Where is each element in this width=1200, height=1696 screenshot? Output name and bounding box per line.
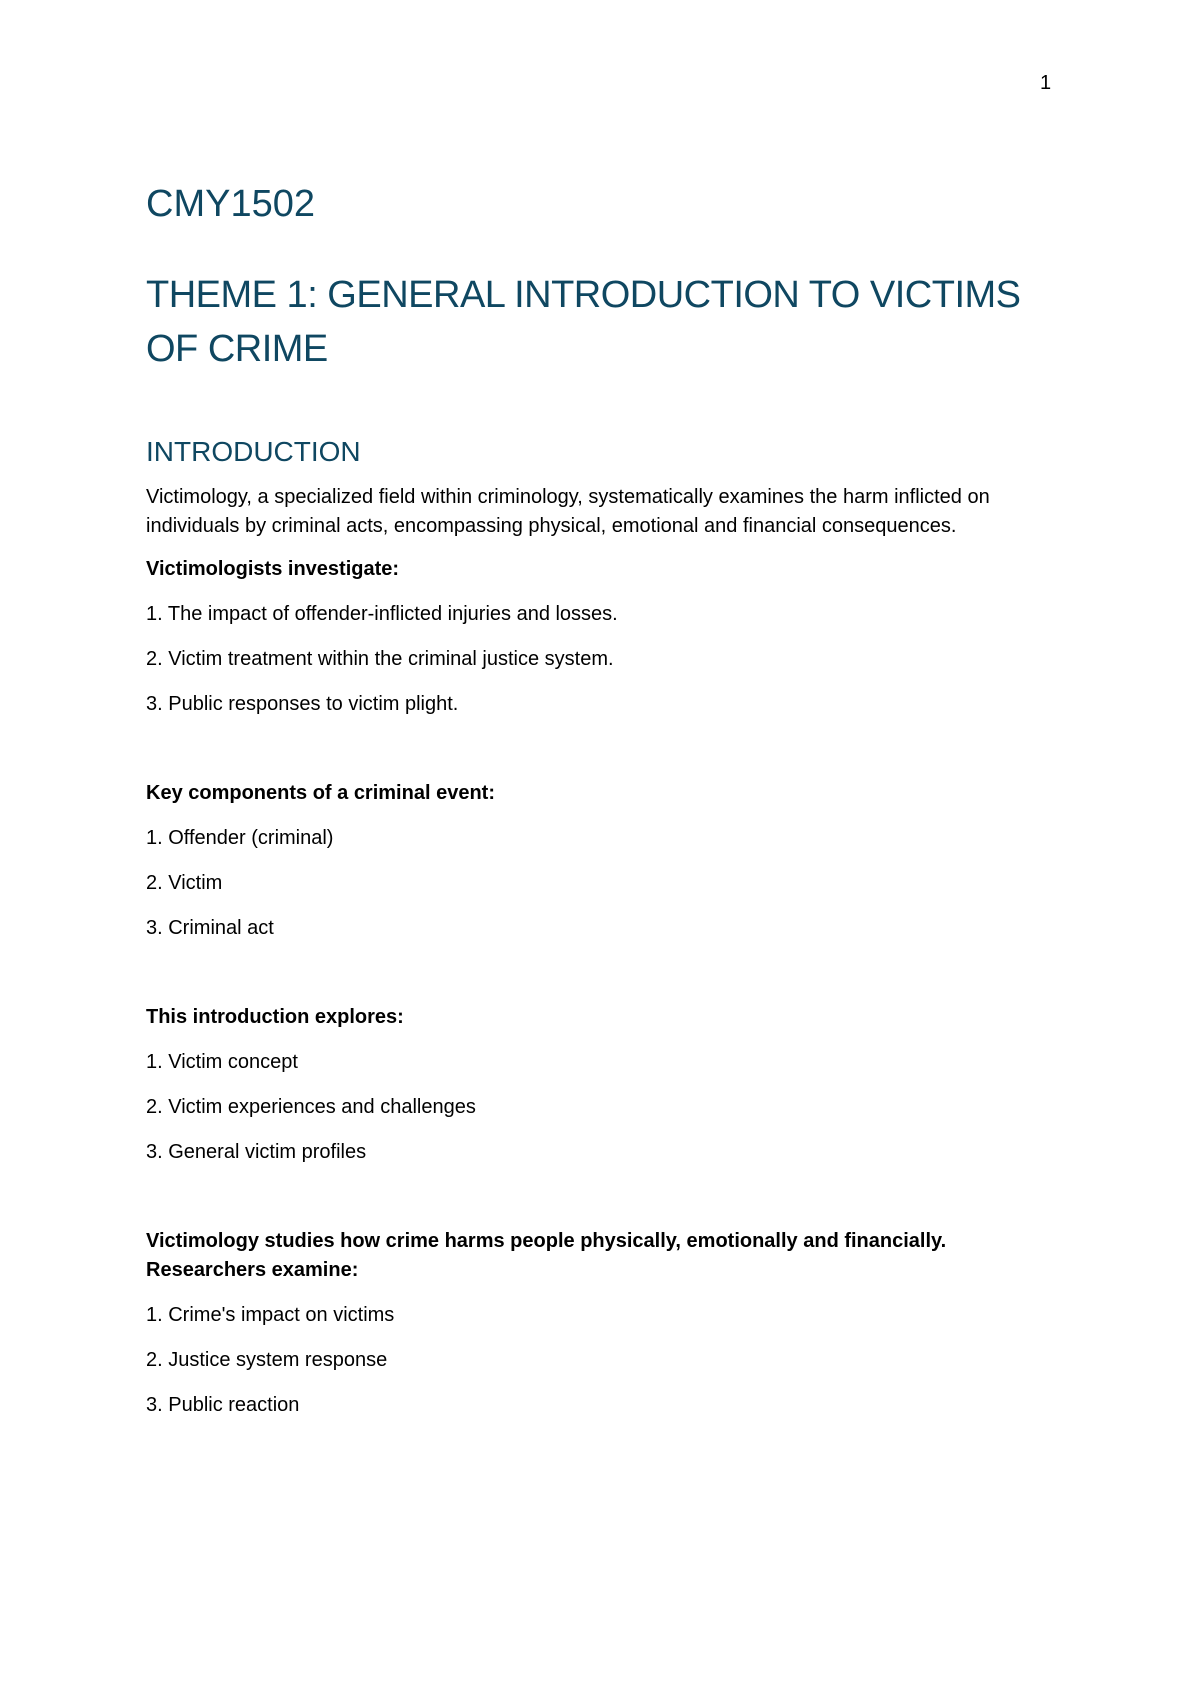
list-item: 2. Victim experiences and challenges xyxy=(146,1095,476,1118)
list-item: 3. Criminal act xyxy=(146,916,274,939)
list-item: 1. The impact of offender-inflicted injuries and losses. xyxy=(146,602,618,625)
section-heading-introduction: INTRODUCTION xyxy=(146,436,361,468)
list-item: 3. General victim profiles xyxy=(146,1140,367,1163)
list-item: 1. Victim concept xyxy=(146,1050,298,1073)
list-item: 3. Public reaction xyxy=(146,1393,300,1416)
spacer xyxy=(146,1183,1066,1227)
list-item: 1. Offender (criminal) xyxy=(146,826,334,849)
studies-heading-line1: Victimology studies how crime harms people physically, emotionally and financially. xyxy=(146,1229,947,1252)
components-list xyxy=(146,824,1066,943)
list-item: 3. Public responses to victim plight. xyxy=(146,692,459,715)
list-item: 2. Justice system response xyxy=(146,1348,388,1371)
studies-list xyxy=(146,1301,1066,1420)
explores-list xyxy=(146,1048,1066,1167)
document-body xyxy=(146,182,1066,1436)
list-item: 1. Crime's impact on victims xyxy=(146,1303,395,1326)
page-number: 1 xyxy=(1040,72,1052,94)
list-item: 2. Victim treatment within the criminal justice system. xyxy=(146,647,614,670)
components-heading: Key components of a criminal event: xyxy=(146,781,495,804)
intro-paragraph: Victimology, a specialized field within criminology, systematically examines the harm inflicted on individuals by criminal acts, encompassing physical, emotional and financial consequences. xyxy=(146,485,990,537)
theme-title: THEME 1: GENERAL INTRODUCTION TO VICTIMS OF CRIME xyxy=(146,273,1021,371)
course-code-title: CMY1502 xyxy=(146,183,315,225)
investigate-list xyxy=(146,600,1066,719)
spacer xyxy=(146,959,1066,1003)
studies-heading-line2: Researchers examine: xyxy=(146,1258,359,1281)
list-item: 2. Victim xyxy=(146,871,223,894)
investigate-heading: Victimologists investigate: xyxy=(146,557,400,580)
explores-heading: This introduction explores: xyxy=(146,1005,404,1028)
spacer xyxy=(146,735,1066,779)
